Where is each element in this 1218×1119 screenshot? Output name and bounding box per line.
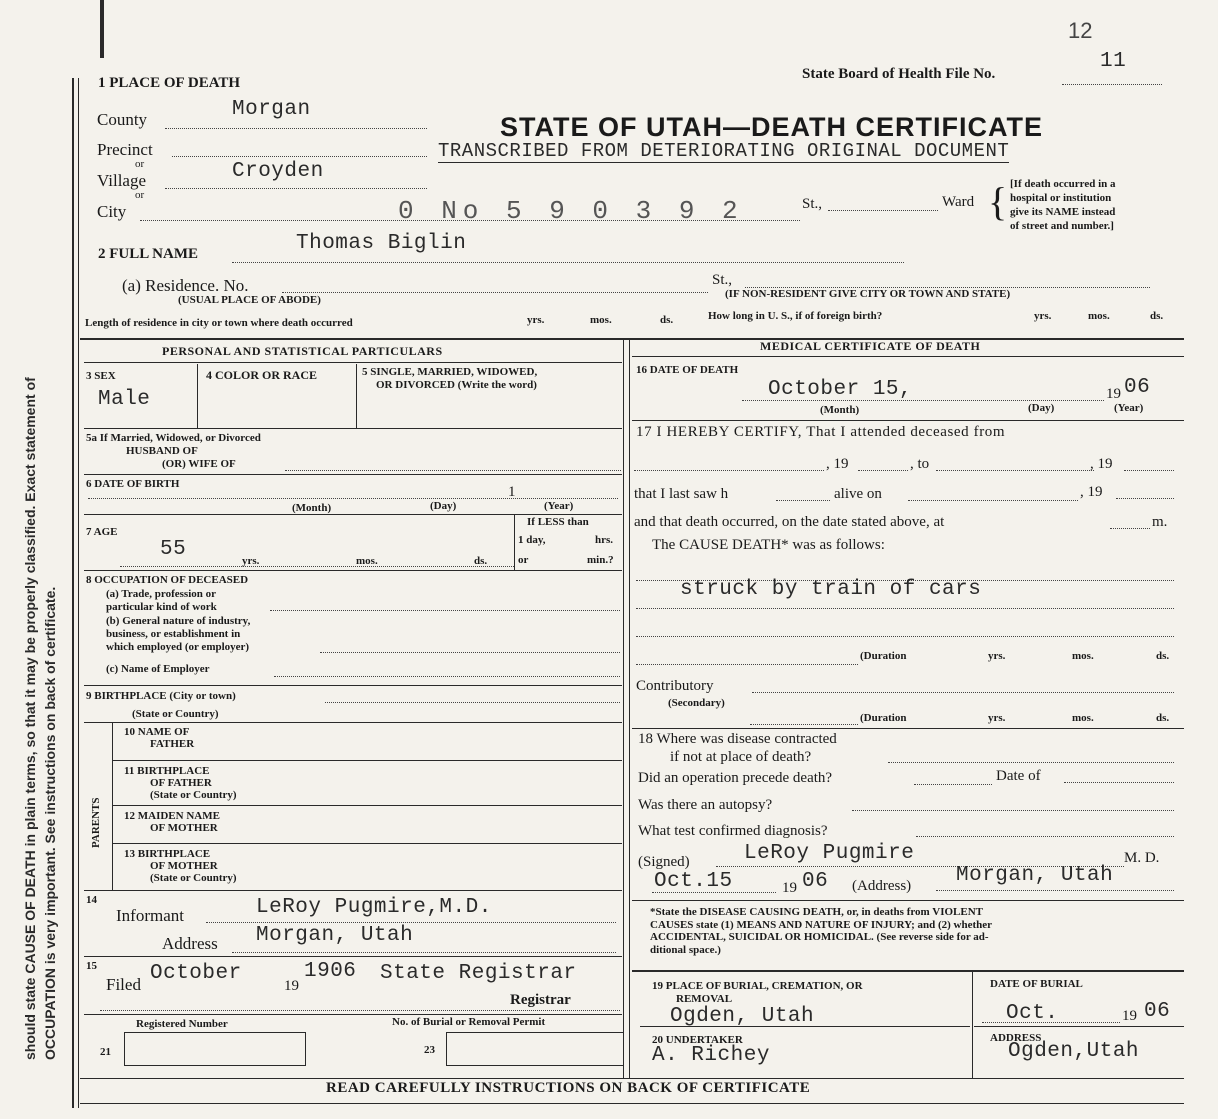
death-year-label: (Year) bbox=[1114, 402, 1144, 414]
section-rule bbox=[80, 338, 1184, 340]
parents-label: PARENTS bbox=[90, 797, 102, 848]
duration2-line bbox=[750, 724, 858, 725]
contributory-label: Contributory bbox=[636, 678, 714, 694]
footer-instructions: READ CAREFULLY INSTRUCTIONS ON BACK OF CERTIFICATE bbox=[326, 1080, 811, 1096]
foreign-mos: mos. bbox=[1088, 310, 1110, 322]
duration-mos: mos. bbox=[1072, 650, 1094, 662]
left-border bbox=[72, 78, 74, 1108]
sign-19: 19 bbox=[782, 880, 797, 896]
death-month-label: (Month) bbox=[820, 404, 860, 416]
test-label: What test confirmed diagnosis? bbox=[638, 823, 828, 839]
foreign-ds: ds. bbox=[1150, 310, 1164, 322]
dob-line bbox=[88, 498, 618, 499]
burial-place: Ogden, Utah bbox=[670, 1005, 815, 1028]
secondary-label: (Secondary) bbox=[668, 697, 725, 709]
footer-rule bbox=[80, 1078, 1184, 1079]
st-line bbox=[828, 210, 938, 211]
filed-label: Filed bbox=[106, 975, 141, 994]
sign-date-line bbox=[652, 892, 776, 893]
village-value: Croyden bbox=[232, 160, 324, 183]
sex-label: 3 SEX bbox=[86, 370, 116, 382]
filed-19: 19 bbox=[284, 978, 299, 994]
residence-line bbox=[282, 292, 708, 293]
registered-number-box[interactable] bbox=[124, 1032, 306, 1066]
q18-label: 18 Where was disease contracted if not at place of death? bbox=[638, 731, 837, 765]
duration-ds: ds. bbox=[1156, 650, 1170, 662]
cause-line-2 bbox=[636, 608, 1174, 609]
burial-date-19: 19 bbox=[1122, 1008, 1137, 1024]
row-rule-3 bbox=[84, 514, 622, 515]
burial-place-label: 19 PLACE OF BURIAL, CREMATION, OR REMOVAL bbox=[652, 980, 863, 1005]
or-1: or bbox=[135, 158, 145, 170]
occupation-c: (c) Name of Employer bbox=[106, 663, 210, 675]
informant-number: 14 bbox=[86, 894, 97, 906]
parents-divider bbox=[112, 722, 113, 890]
operation-label: Did an operation precede death? bbox=[638, 770, 833, 786]
sex-value: Male bbox=[98, 388, 151, 411]
dob-month: (Month) bbox=[292, 502, 332, 514]
filed-registrar: State Registrar bbox=[380, 962, 577, 985]
date-of-death-value: October 15, bbox=[768, 378, 913, 401]
informant-address-line bbox=[232, 952, 616, 953]
burial-year: 06 bbox=[1144, 1000, 1171, 1023]
file-no-value: 11 bbox=[1100, 50, 1127, 73]
informant-address-label: Address bbox=[162, 934, 218, 953]
certify-text: 17 I HEREBY CERTIFY, That I attended deceased from bbox=[636, 424, 1006, 440]
date-of-death-label: 16 DATE OF DEATH bbox=[636, 364, 739, 376]
occ-c-line bbox=[274, 676, 620, 677]
row-rule-8 bbox=[84, 956, 622, 957]
undertaker-address-label: ADDRESS bbox=[990, 1032, 1042, 1044]
filed-year: 1906 bbox=[304, 960, 357, 983]
burial-date-line bbox=[982, 1022, 1120, 1023]
date-of-death-line bbox=[742, 400, 1104, 401]
age-yrs: yrs. bbox=[242, 555, 260, 567]
occupation-b: (b) General nature of industry, business, or establishment in which employed (or employer) bbox=[106, 615, 251, 653]
medical-rule-1 bbox=[632, 420, 1184, 421]
certificate-number-stamp: 0 No 5 9 0 3 9 2 bbox=[398, 196, 744, 226]
sign-year: 06 bbox=[802, 870, 829, 893]
medical-heading-rule bbox=[632, 356, 1184, 357]
signed-value: LeRoy Pugmire bbox=[744, 842, 915, 865]
less-than-day: 1 day, bbox=[518, 534, 546, 546]
spouse-label: 5a If Married, Widowed, or Divorced HUSBAND OF (OR) WIFE OF bbox=[86, 432, 261, 470]
dob-day: (Day) bbox=[430, 500, 457, 512]
mother-birth-label: 13 BIRTHPLACE OF MOTHER (State or Country) bbox=[124, 848, 237, 884]
burial-place-rule bbox=[640, 1026, 970, 1027]
cause-label: The CAUSE DEATH* was as follows: bbox=[652, 537, 885, 553]
informant-label: Informant bbox=[116, 906, 184, 925]
row-rule-5 bbox=[84, 685, 622, 686]
row-rule-1 bbox=[84, 428, 622, 429]
transcribed-note: TRANSCRIBED FROM DETERIORATING ORIGINAL DOCUMENT bbox=[438, 140, 1010, 162]
signed-label: (Signed) bbox=[638, 854, 690, 870]
occupation-label: 8 OCCUPATION OF DECEASED bbox=[86, 574, 249, 586]
occupation-a: (a) Trade, profession or particular kind of work bbox=[106, 588, 217, 613]
certificate-title: STATE OF UTAH—DEATH CERTIFICATE bbox=[500, 112, 1043, 142]
ward-label: Ward bbox=[942, 194, 975, 210]
st-label: St., bbox=[802, 196, 823, 212]
duration-line bbox=[636, 664, 858, 665]
personal-heading: PERSONAL AND STATISTICAL PARTICULARS bbox=[162, 344, 443, 358]
date-of-label: Date of bbox=[996, 768, 1041, 784]
top-mark bbox=[100, 0, 104, 58]
duration2-yrs: yrs. bbox=[988, 712, 1006, 724]
less-than-label: If LESS than bbox=[527, 516, 589, 528]
ward-note: [If death occurred in a hospital or institution give its NAME instead of street and number.] bbox=[1010, 178, 1116, 232]
death-occurred-line bbox=[1110, 528, 1150, 529]
length-ds: ds. bbox=[660, 314, 674, 326]
medical-rule-3 bbox=[632, 900, 1184, 901]
less-than-divider bbox=[514, 514, 515, 570]
sex-color-divider bbox=[197, 364, 198, 428]
dob-one: 1 bbox=[508, 484, 516, 500]
parents-rule-1 bbox=[112, 760, 622, 761]
birthplace-state: (State or Country) bbox=[132, 708, 219, 720]
certify-line-1 bbox=[634, 470, 824, 471]
test-line bbox=[916, 836, 1174, 837]
informant-address: Morgan, Utah bbox=[256, 924, 414, 947]
row-rule-2 bbox=[84, 474, 622, 475]
burial-date-label: DATE OF BURIAL bbox=[990, 978, 1083, 990]
marital-label: 5 SINGLE, MARRIED, WIDOWED, OR DIVORCED (Write the word) bbox=[362, 366, 538, 391]
last-saw-line-3 bbox=[1116, 498, 1174, 499]
last-saw-line-2 bbox=[908, 500, 1078, 501]
sign-date: Oct.15 bbox=[654, 870, 733, 893]
parents-rule-3 bbox=[112, 843, 622, 844]
city-label: City bbox=[97, 202, 127, 221]
place-heading: 1 PLACE OF DEATH bbox=[98, 75, 241, 91]
father-birth-label: 11 BIRTHPLACE OF FATHER (State or Country) bbox=[124, 765, 237, 801]
filed-line bbox=[100, 1010, 620, 1011]
village-label: Village bbox=[97, 171, 147, 190]
file-no-line bbox=[1062, 84, 1162, 85]
registrar-label: Registrar bbox=[510, 992, 571, 1008]
certify-to: , to bbox=[910, 456, 930, 472]
birthplace-label: 9 BIRTHPLACE (City or town) bbox=[86, 690, 236, 702]
row-rule-9 bbox=[84, 1014, 622, 1015]
date-of-line bbox=[1064, 782, 1174, 783]
burial-permit-label: No. of Burial or Removal Permit bbox=[392, 1016, 546, 1028]
length-yrs: yrs. bbox=[527, 314, 545, 326]
medical-rule-2 bbox=[632, 728, 1184, 729]
filed-month: October bbox=[150, 962, 242, 985]
occ-a-line bbox=[270, 610, 620, 611]
medical-rule-4 bbox=[632, 970, 1184, 972]
last-saw-label: that I last saw h bbox=[634, 486, 729, 502]
age-value: 55 bbox=[160, 538, 187, 561]
center-divider bbox=[623, 338, 624, 1078]
age-label: 7 AGE bbox=[86, 526, 118, 538]
md-label: M. D. bbox=[1124, 850, 1160, 866]
center-divider-2 bbox=[629, 338, 630, 1078]
informant-value: LeRoy Pugmire,M.D. bbox=[256, 896, 492, 919]
or-2: or bbox=[135, 189, 145, 201]
burial-divider bbox=[972, 970, 973, 1078]
autopsy-label: Was there an autopsy? bbox=[638, 797, 773, 813]
q18-line bbox=[888, 762, 1174, 763]
undertaker-address: Ogden,Utah bbox=[1008, 1040, 1140, 1063]
age-ds: ds. bbox=[474, 555, 488, 567]
personal-heading-rule bbox=[84, 362, 622, 363]
ward-brace: { bbox=[988, 179, 1008, 224]
duration2-mos: mos. bbox=[1072, 712, 1094, 724]
certify-line-3 bbox=[936, 470, 1094, 471]
side-note-line2: OCCUPATION is very important. See instructions on back of certificate. bbox=[42, 586, 58, 1060]
foreign-label: How long in U. S., if of foreign birth? bbox=[708, 310, 883, 322]
certify-line-4 bbox=[1124, 470, 1174, 471]
length-residence-label: Length of residence in city or town where death occurred bbox=[85, 317, 353, 329]
contributory-line bbox=[752, 692, 1174, 693]
village-line bbox=[165, 188, 427, 189]
full-name-value: Thomas Biglin bbox=[296, 232, 467, 255]
operation-line bbox=[914, 784, 992, 785]
residence-label: (a) Residence. No. bbox=[122, 276, 249, 295]
dob-year: (Year) bbox=[544, 500, 574, 512]
death-occurred-label: and that death occurred, on the date stated above, at bbox=[634, 514, 945, 530]
age-mos: mos. bbox=[356, 555, 378, 567]
certify-line-2 bbox=[858, 470, 908, 471]
foreign-yrs: yrs. bbox=[1034, 310, 1052, 322]
non-resident-note: (IF NON-RESIDENT GIVE CITY OR TOWN AND STATE) bbox=[725, 288, 1011, 300]
last-saw-19: , 19 bbox=[1080, 484, 1103, 500]
cause-line-3 bbox=[636, 636, 1174, 637]
filed-number: 15 bbox=[86, 960, 97, 972]
row-rule-7 bbox=[84, 890, 622, 891]
county-label: County bbox=[97, 110, 148, 129]
death-year: 06 bbox=[1124, 376, 1151, 399]
less-than-min: min.? bbox=[587, 554, 614, 566]
death-day-label: (Day) bbox=[1028, 402, 1055, 414]
county-value: Morgan bbox=[232, 98, 311, 121]
mother-name-label: 12 MAIDEN NAME OF MOTHER bbox=[124, 810, 220, 834]
certify-19b: , 19 bbox=[1090, 456, 1113, 472]
certify-19a: , 19 bbox=[826, 456, 849, 472]
parents-rule-2 bbox=[112, 805, 622, 806]
note-text: *State the DISEASE CAUSING DEATH, or, in deaths from VIOLENT CAUSES state (1) MEANS AND NATURE OF INJURY; and (2) whether ACCIDENTAL, SUICIDAL OR HOMICIDAL. (See reverse side for ad- ditional space.) bbox=[650, 906, 993, 956]
residence-st-label: St., bbox=[712, 272, 733, 288]
father-name-label: 10 NAME OF FATHER bbox=[124, 726, 195, 750]
file-no-label: State Board of Health File No. bbox=[802, 66, 996, 82]
full-name-label: 2 FULL NAME bbox=[98, 246, 199, 262]
undertaker-value: A. Richey bbox=[652, 1044, 770, 1067]
sign-address: Morgan, Utah bbox=[956, 864, 1114, 887]
sign-address-line bbox=[936, 890, 1174, 891]
side-note-line1: should state CAUSE OF DEATH in plain terms, so that it may be properly classified. Exact statement of bbox=[22, 377, 38, 1060]
last-saw-line-1 bbox=[776, 500, 830, 501]
precinct-line bbox=[172, 156, 427, 157]
color-marital-divider bbox=[356, 364, 357, 428]
occ-b-line bbox=[320, 652, 620, 653]
registered-number-label: Registered Number bbox=[136, 1018, 228, 1030]
autopsy-line bbox=[852, 810, 1174, 811]
death-year-prefix: 19 bbox=[1106, 386, 1121, 402]
death-occurred-m: m. bbox=[1152, 514, 1168, 530]
n21: 21 bbox=[100, 1046, 111, 1058]
sign-address-label: (Address) bbox=[852, 878, 912, 894]
duration2-label: (Duration bbox=[860, 712, 907, 724]
row-rule-6 bbox=[84, 722, 622, 723]
spouse-line bbox=[285, 470, 621, 471]
duration2-ds: ds. bbox=[1156, 712, 1170, 724]
burial-permit-box[interactable] bbox=[446, 1032, 624, 1066]
n23: 23 bbox=[424, 1044, 435, 1056]
less-than-hrs: hrs. bbox=[595, 534, 614, 546]
dob-label: 6 DATE OF BIRTH bbox=[86, 478, 180, 490]
birthplace-line bbox=[325, 702, 620, 703]
age-line bbox=[120, 566, 514, 567]
left-border-inner bbox=[78, 78, 79, 1108]
length-mos: mos. bbox=[590, 314, 612, 326]
informant-line bbox=[206, 922, 616, 923]
undertaker-label: 20 UNDERTAKER bbox=[652, 1034, 743, 1046]
cause-value: struck by train of cars bbox=[680, 578, 982, 601]
burial-date-rule bbox=[974, 1026, 1184, 1027]
row-rule-4 bbox=[84, 570, 622, 571]
duration-yrs: yrs. bbox=[988, 650, 1006, 662]
alive-on-label: alive on bbox=[834, 486, 882, 502]
less-than-or: or bbox=[518, 554, 529, 566]
residence-sublabel: (USUAL PLACE OF ABODE) bbox=[178, 294, 321, 306]
full-name-line bbox=[232, 262, 904, 263]
page-number: 12 bbox=[1068, 18, 1093, 43]
bottom-rule bbox=[80, 1103, 1184, 1104]
precinct-label: Precinct bbox=[97, 140, 153, 159]
burial-date: Oct. bbox=[1006, 1002, 1059, 1025]
duration-label: (Duration bbox=[860, 650, 907, 662]
county-line bbox=[165, 128, 427, 129]
medical-heading: MEDICAL CERTIFICATE OF DEATH bbox=[760, 339, 981, 353]
color-label: 4 COLOR OR RACE bbox=[206, 368, 318, 382]
